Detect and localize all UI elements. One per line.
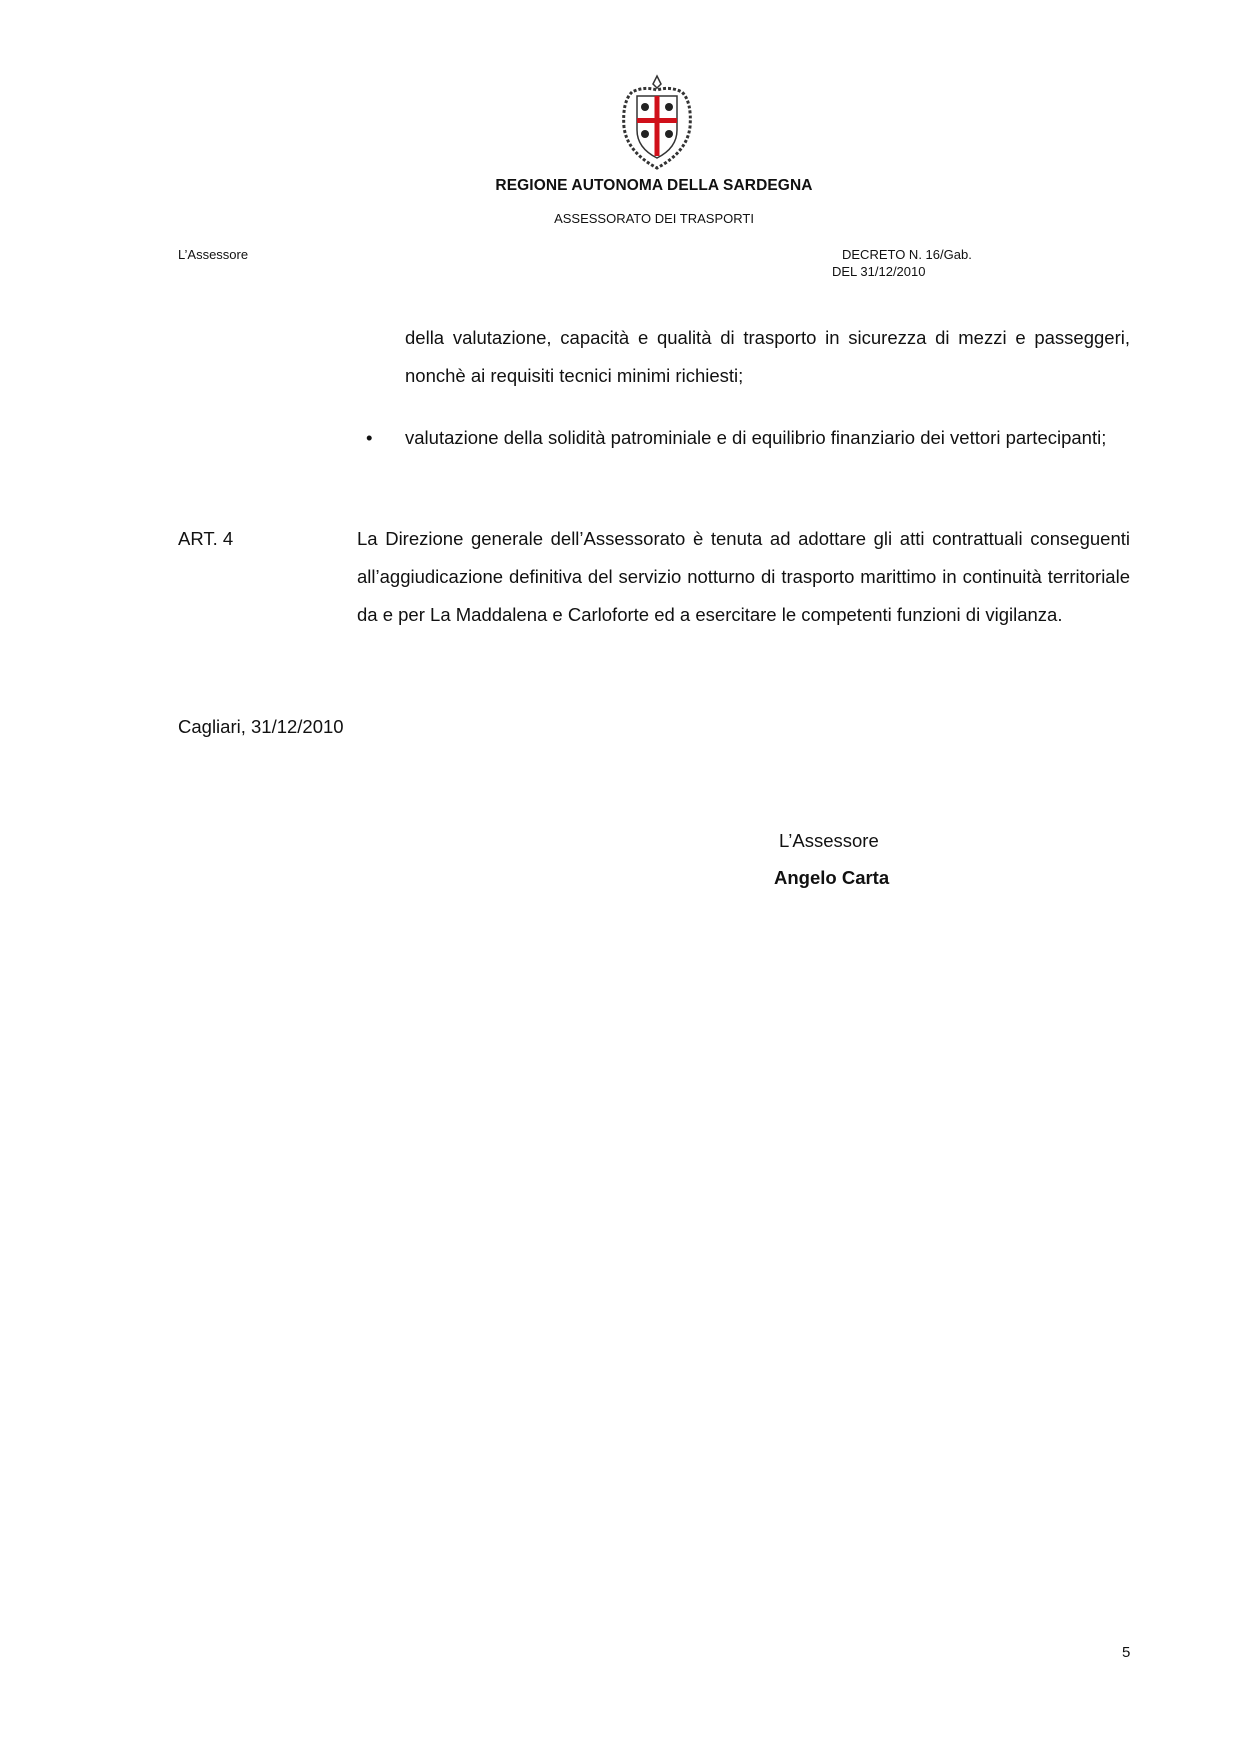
signature-role: L’Assessore bbox=[779, 830, 879, 851]
article-text: La Direzione generale dell’Assessorato è tenuta ad adottare gli atti contrattuali conseguenti all’aggiudicazione definitiva del servizio notturno di trasporto marittimo in continuità territoriale da e per La Maddalena e Carloforte ed a esercitare le competenti funzioni di vigilanza. bbox=[357, 528, 1130, 625]
article-label: ART. 4 bbox=[178, 528, 234, 549]
bullet-icon: • bbox=[366, 427, 373, 448]
bullet-item: valutazione della solidità patrominiale e di equilibrio finanziario dei vettori partecipanti; bbox=[405, 427, 1107, 448]
continuation-paragraph: della valutazione, capacità e qualità di trasporto in sicurezza di mezzi e passeggeri, nonchè ai requisiti tecnici minimi richiesti; bbox=[405, 327, 1130, 386]
office-label: L’Assessore bbox=[178, 247, 249, 262]
signature-name: Angelo Carta bbox=[774, 867, 890, 888]
decree-date: DEL 31/12/2010 bbox=[832, 264, 926, 279]
place-date: Cagliari, 31/12/2010 bbox=[178, 716, 344, 737]
decree-number: DECRETO N. 16/Gab. bbox=[842, 247, 972, 262]
coat-of-arms-logo bbox=[612, 72, 702, 172]
page-number: 5 bbox=[1122, 1644, 1131, 1661]
department-name: ASSESSORATO DEI TRASPORTI bbox=[554, 211, 754, 226]
institution-name: REGIONE AUTONOMA DELLA SARDEGNA bbox=[495, 177, 813, 194]
